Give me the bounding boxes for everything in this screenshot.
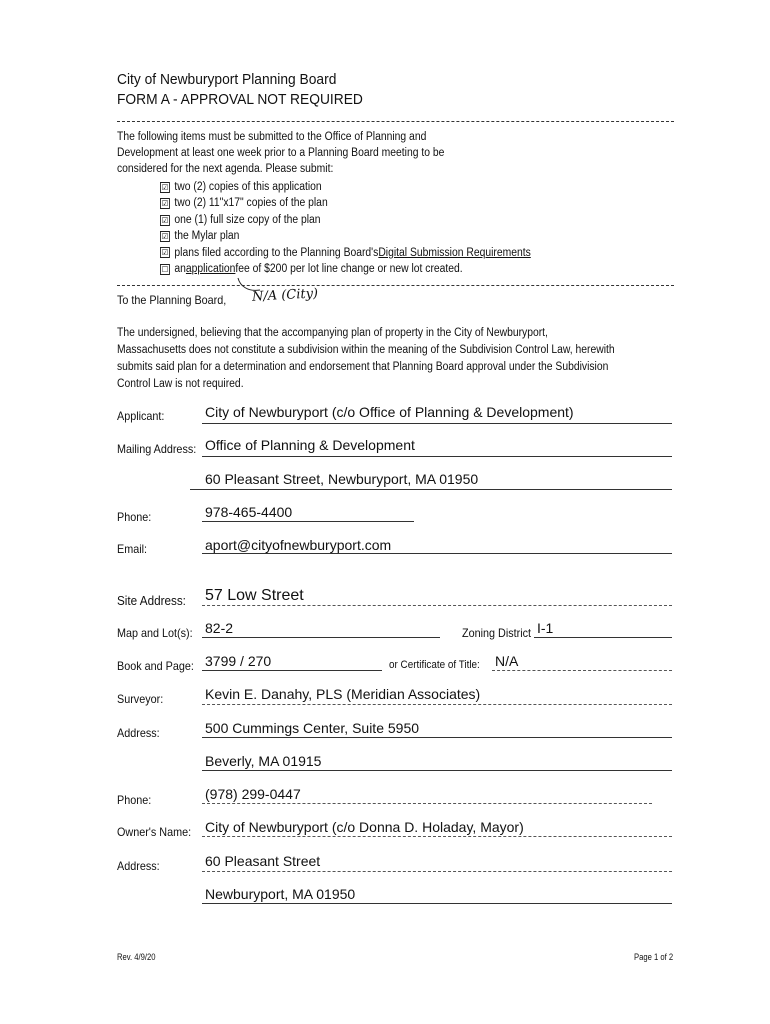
applicant-field[interactable]: City of Newburyport (c/o Office of Planning & Development): [205, 404, 574, 420]
surveyor-address-line1-underline: [202, 737, 672, 738]
certificate-label: or Certificate of Title:: [389, 659, 480, 671]
site-address-field[interactable]: 57 Low Street: [205, 587, 304, 604]
map-lot-underline: [202, 637, 440, 638]
applicant-underline: [202, 423, 672, 424]
zoning-district-label: Zoning District: [462, 626, 532, 640]
owner-name-label: Owner's Name:: [117, 825, 192, 839]
email-label: Email:: [117, 542, 148, 556]
owner-address-line1-field[interactable]: 60 Pleasant Street: [205, 853, 321, 869]
checkbox-checked-icon[interactable]: ☑: [161, 182, 169, 192]
mailing-address-label: Mailing Address:: [117, 442, 197, 456]
statement-paragraph: [117, 325, 675, 393]
checklist-item: [160, 261, 531, 277]
book-page-label: Book and Page:: [117, 659, 194, 673]
handwritten-note: N/A (City): [251, 286, 319, 305]
certificate-field[interactable]: N/A: [495, 653, 519, 669]
phone-label: Phone:: [117, 510, 152, 524]
surveyor-phone-underline: [202, 803, 652, 804]
checklist-item-text: an: [174, 263, 186, 276]
checkbox-checked-icon[interactable]: ☑: [161, 199, 169, 209]
checklist-item-text: plans filed according to the Planning Board's: [174, 246, 379, 259]
top-divider: [117, 121, 674, 122]
checklist-item-text: two (2) 11"x17" copies of the plan: [174, 197, 328, 210]
revision-label: Rev. 4/9/20: [117, 952, 156, 962]
surveyor-address-line2-field[interactable]: Beverly, MA 01915: [205, 753, 322, 769]
page-number: Page 1 of 2: [634, 952, 674, 962]
surveyor-label: Surveyor:: [117, 692, 164, 706]
owner-address-line2-field[interactable]: Newburyport, MA 01950: [205, 886, 356, 902]
submission-checklist: [160, 179, 572, 277]
owner-address-line1-underline: [202, 871, 672, 872]
surveyor-address-label: Address:: [117, 726, 160, 740]
checklist-item-text: the Mylar plan: [174, 230, 240, 243]
intro-text: [117, 129, 444, 177]
phone-underline: [202, 521, 414, 522]
surveyor-phone-label: Phone:: [117, 793, 152, 807]
owner-name-field[interactable]: City of Newburyport (c/o Donna D. Holaday, Mayor): [205, 819, 524, 835]
intro-line: considered for the next agenda. Please submit:: [117, 163, 334, 175]
intro-line: The following items must be submitted to the Office of Planning and: [117, 131, 427, 143]
checklist-item: [160, 245, 531, 261]
checkbox-checked-icon[interactable]: ☑: [161, 215, 169, 225]
surveyor-address-line1-field[interactable]: 500 Cummings Center, Suite 5950: [205, 720, 420, 736]
map-lot-field[interactable]: 82-2: [205, 620, 234, 636]
mailing-line2-underline: [190, 489, 672, 490]
surveyor-underline: [202, 704, 672, 705]
checklist-item-text: fee of $200 per lot line change or new lot created.: [235, 263, 463, 276]
certificate-underline: [492, 670, 672, 671]
checklist-item-text: one (1) full size copy of the plan: [174, 213, 321, 226]
surveyor-field[interactable]: Kevin E. Danahy, PLS (Meridian Associates): [205, 686, 481, 702]
digital-submission-link[interactable]: Digital Submission Requirements: [378, 246, 531, 259]
mailing-address-line2-field[interactable]: 60 Pleasant Street, Newburyport, MA 01950: [205, 471, 479, 487]
book-page-underline: [202, 670, 382, 671]
checklist-item: [160, 195, 531, 211]
phone-field[interactable]: 978-465-4400: [205, 504, 293, 520]
zoning-district-field[interactable]: I-1: [537, 620, 554, 636]
applicant-label: Applicant:: [117, 409, 165, 423]
surveyor-phone-field[interactable]: (978) 299-0447: [205, 786, 301, 802]
zoning-underline: [534, 637, 672, 638]
book-page-field[interactable]: 3799 / 270: [205, 653, 272, 669]
checklist-item-text: two (2) copies of this application: [174, 181, 322, 193]
statement-line: Control Law is not required.: [117, 378, 244, 390]
application-fee-link[interactable]: application: [185, 263, 236, 276]
middle-divider: [117, 285, 674, 286]
intro-line: Development at least one week prior to a Planning Board meeting to be: [117, 147, 445, 159]
mailing-line1-underline: [202, 456, 672, 457]
salutation: To the Planning Board,: [117, 293, 227, 307]
map-lot-label: Map and Lot(s):: [117, 626, 193, 640]
site-address-underline: [202, 605, 672, 606]
checklist-item: [160, 179, 531, 195]
mailing-address-line1-field[interactable]: Office of Planning & Development: [205, 437, 415, 453]
surveyor-address-line2-underline: [202, 770, 672, 771]
statement-line: submits said plan for a determination and endorsement that Planning Board approval under the Subdivision: [117, 361, 609, 373]
checkbox-checked-icon[interactable]: ☑: [161, 248, 169, 258]
site-address-label: Site Address:: [117, 593, 186, 608]
statement-line: The undersigned, believing that the accompanying plan of property in the City of Newburyport,: [117, 327, 548, 339]
checkbox-checked-icon[interactable]: ☑: [161, 231, 169, 241]
checklist-item: [160, 228, 531, 244]
owner-address-line2-underline: [202, 903, 672, 904]
checklist-item: [160, 212, 531, 228]
org-title: City of Newburyport Planning Board: [117, 71, 337, 88]
owner-name-underline: [202, 836, 672, 837]
statement-line: Massachusetts does not constitute a subdivision within the meaning of the Subdivision Control Law, herewith: [117, 344, 615, 356]
email-field[interactable]: aport@cityofnewburyport.com: [205, 537, 392, 553]
owner-address-label: Address:: [117, 859, 160, 873]
checkbox-unchecked-icon[interactable]: ☐: [161, 264, 169, 274]
form-title: FORM A - APPROVAL NOT REQUIRED: [117, 91, 363, 108]
email-underline: [202, 553, 672, 554]
